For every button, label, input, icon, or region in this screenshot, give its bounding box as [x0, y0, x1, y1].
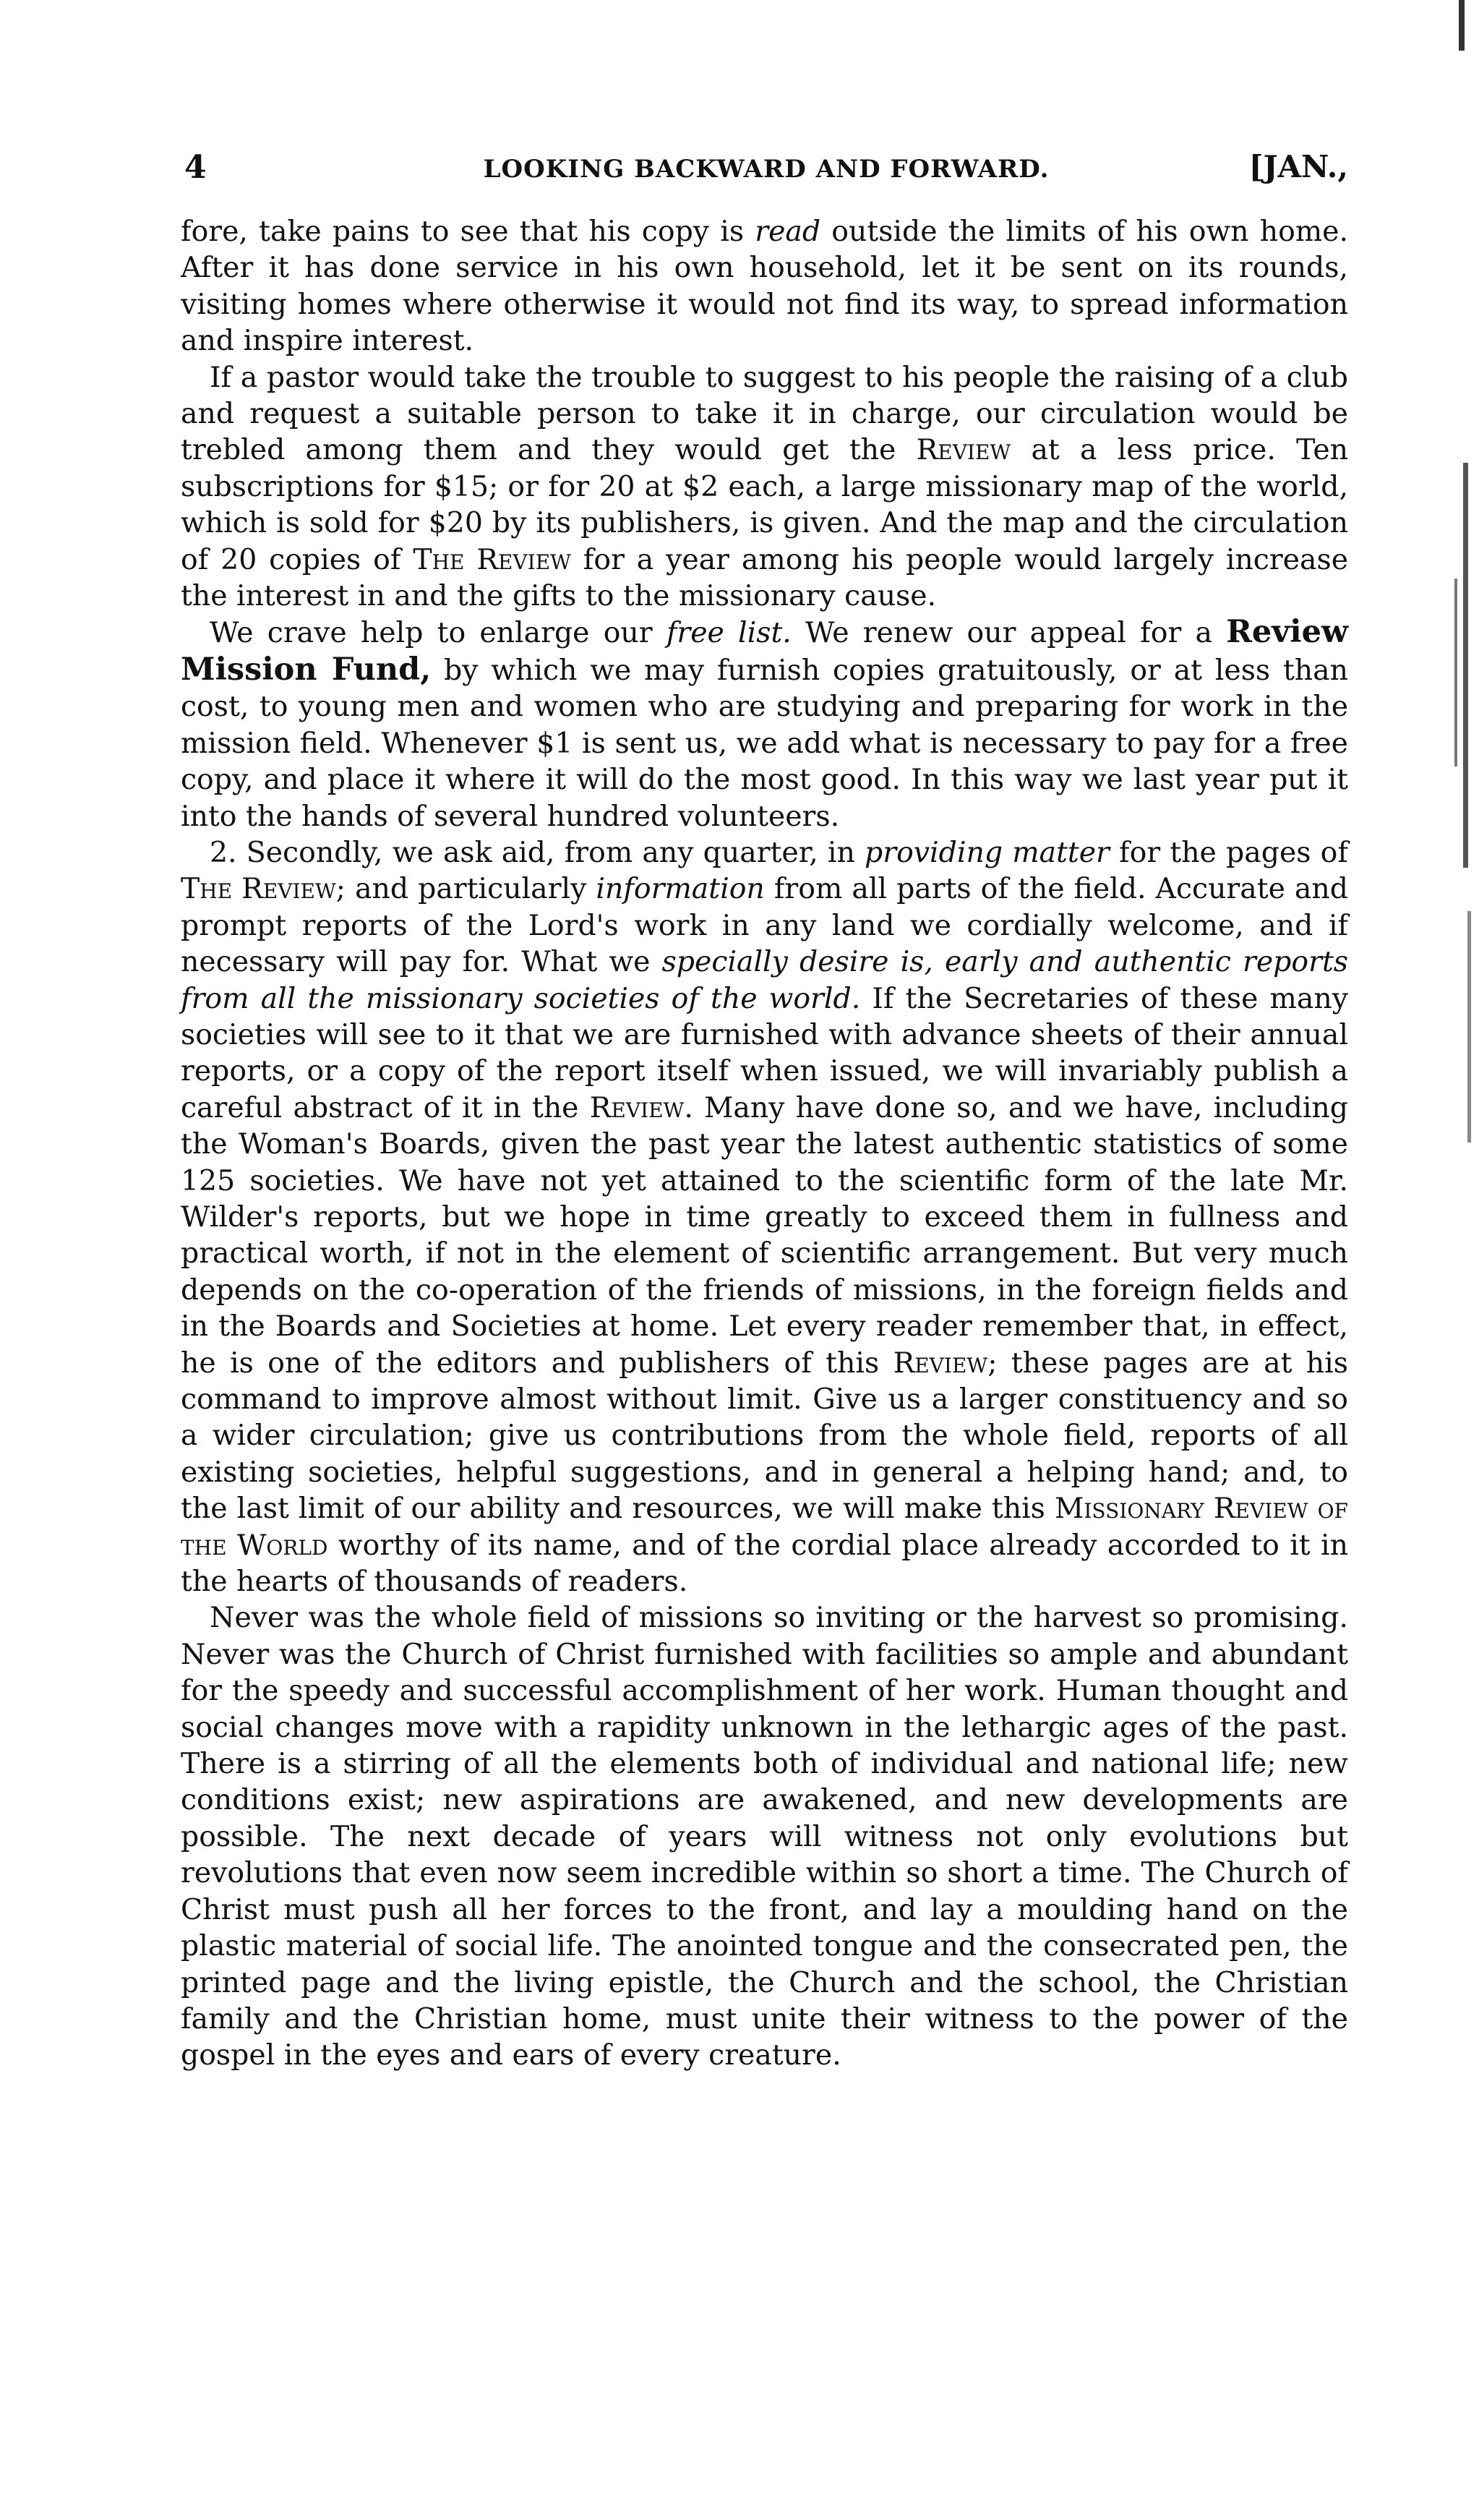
- text-run: Never was the whole field of missions so inviting or the harvest so promising. Never was the Church of Christ furnished with facilities so ample and abundant for the speedy and successful accomplishment of her work. Human thought and social changes move with a rapidity unknown in the lethargic ages of the past. There is a stirring of all the elements both of individual and national life; new conditions exist; new aspirations are awakened, and new developments are possible. The next decade of years will witness not only evolutions but revolutions that even now seem incredible within so short a time. The Church of Christ must push all her forces to the front, and lay a moulding hand on the plastic material of social life. The anointed tongue and the consecrated pen, the printed page and the living epistle, the Church and the school, the Christian family and the Christian home, must unite their witness to the power of the gospel in the eyes and ears of every creature.: [181, 1601, 1348, 2072]
- small-caps-text: Review: [916, 433, 1011, 467]
- text-run: ; and particularly: [335, 872, 596, 906]
- text-run: 2. Secondly, we ask aid, from any quarter, in: [210, 835, 865, 869]
- text-run: for the pages of: [1109, 835, 1348, 869]
- page-header: [184, 149, 1348, 192]
- article-body: [181, 213, 1348, 2074]
- emphasis-text: specially desire is, early and authentic reports from all the missionary societies of the world.: [181, 945, 1348, 1015]
- running-title: LOOKING BACKWARD AND FORWARD.: [483, 155, 1050, 184]
- paragraph: [181, 614, 1348, 834]
- text-run: If a pastor would take the trouble to suggest to his people the raising of a club and request a suitable person to take it in charge, our circulation would be trebled among them and they would get the: [181, 360, 1348, 467]
- bold-text: Review Mission Fund,: [181, 614, 1348, 688]
- emphasis-text: free list.: [666, 616, 792, 650]
- scan-artifact: [1459, 0, 1465, 51]
- small-caps-text: Missionary Review of the World: [181, 1492, 1348, 1562]
- paragraph: [181, 834, 1348, 1600]
- text-run: outside the limits of his own home. After it has done service in his own household, let it be sent on its rounds, visiting homes where otherwise it would not find its way, to spread information and inspire interest.: [181, 215, 1349, 358]
- text-run: If the Secretaries of these many societies will see to it that we are furnished with advance sheets of their annual reports, or a copy of the report itself when issued, we will invariably publish a careful abstract of it in the: [181, 981, 1348, 1124]
- small-caps-text: Review: [893, 1346, 988, 1380]
- paragraph: [181, 359, 1348, 615]
- scan-artifact: [1454, 578, 1457, 766]
- text-run: . Many have done so, and we have, including the Woman's Boards, given the past year the latest authentic statistics of some 125 societies. We have not yet attained to the scientific form of the late Mr. Wilder's reports, but we hope in time greatly to exceed them in fullness and practical worth, if not in the element of scientific arrangement. But very much depends on the co-operation of the friends of missions, in the foreign fields and in the Boards and Societies at home. Let every reader remember that, in effect, he is one of the editors and publishers of this: [181, 1090, 1349, 1380]
- page-number: 4: [184, 149, 207, 186]
- text-run: We crave help to enlarge our: [210, 616, 666, 650]
- scan-artifact: [1467, 911, 1471, 1142]
- small-caps-text: Review: [589, 1090, 685, 1124]
- emphasis-text: providing matter: [865, 835, 1110, 869]
- small-caps-text: The Review: [181, 872, 336, 906]
- paragraph: [181, 1599, 1348, 2073]
- small-caps-text: The Review: [413, 542, 571, 576]
- text-run: fore, take pains to see that his copy is: [181, 215, 755, 248]
- issue-month: [JAN.,: [1248, 149, 1348, 184]
- text-run: from all parts of the field. Accurate and prompt reports of the Lord's work in any land we cordially welcome, and if necessary will pay for. What we: [181, 872, 1348, 979]
- text-run: by which we may furnish copies gratuitously, or at less than cost, to young men and women who are studying and preparing for work in the mission field. Whenever $1 is sent us, we add what is necessary to pay for a free copy, and place it where it will do the most good. In this way we last year put it into the hands of several hundred volunteers.: [181, 653, 1348, 833]
- text-run: worthy of its name, and of the cordial place already accorded to it in the hearts of thousands of readers.: [181, 1528, 1348, 1599]
- emphasis-text: read: [755, 215, 821, 248]
- text-run: We renew our appeal for a: [791, 616, 1227, 650]
- emphasis-text: information: [596, 872, 765, 906]
- text-run: ; these pages are at his command to improve almost without limit. Give us a larger constituency and so a wider circulation; give us contributions from the whole field, reports of all existing societies, helpful suggestions, and in general a helping hand; and, to the last limit of our ability and resources, we will make this: [181, 1346, 1348, 1526]
- paragraph: [181, 213, 1348, 359]
- text-run: for a year among his people would largely increase the interest in and the gifts to the missionary cause.: [181, 542, 1349, 613]
- scan-artifact: [1463, 463, 1468, 868]
- text-run: at a less price. Ten subscriptions for $15; or for 20 at $2 each, a large missionary map of the world, which is sold for $20 by its publishers, is given. And the map and the circulation of 20 copies of: [181, 433, 1348, 576]
